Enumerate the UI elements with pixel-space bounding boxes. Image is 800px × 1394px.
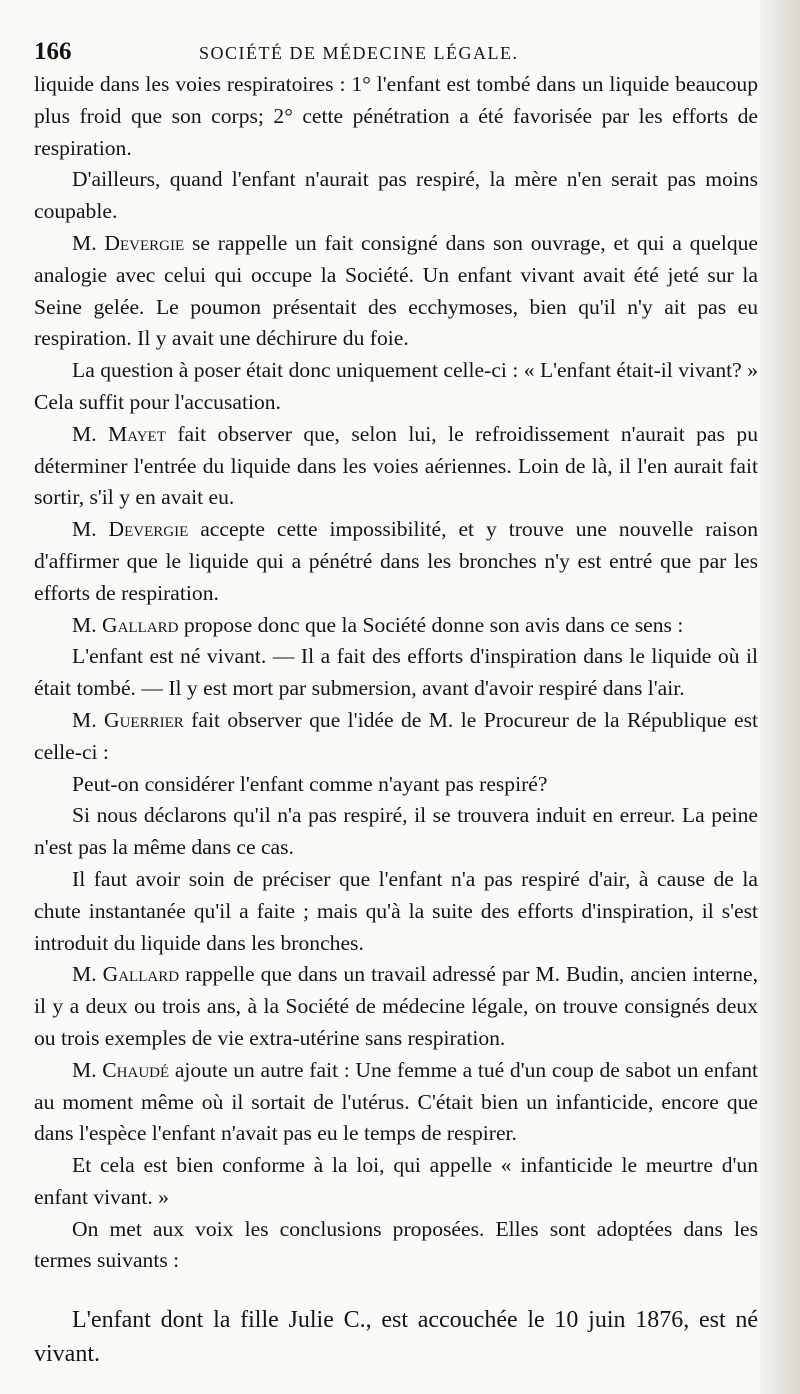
paragraph-continuation: liquide dans les voies respiratoires : 1° l'enfant est tombé dans un liquide beaucoup plus froid que son corps; 2° cette pénétration a été favorisée par les efforts de respiration.	[34, 72, 758, 160]
paragraph-text: se rappelle un fait consigné dans son ouvrage, et qui a quelque analogie avec celui qui occupe la Société. Un enfant vivant avait été jeté sur la Seine gelée. Le poumon présentait des ecchymoses, bien qu'il n'y ait pas eu respiration. Il y avait une déchirure du foie.	[34, 230, 759, 351]
paragraph-text: propose donc que la Société donne son avis dans ce sens :	[178, 612, 684, 637]
paragraph-text: accepte cette impossibilité, et y trouve une nouvelle raison d'affirmer que le liquide qui a pénétré dans les bronches n'y est entré que par les efforts de respiration.	[34, 517, 758, 605]
paragraph: Et cela est bien conforme à la loi, qui appelle « infanticide le meurtre d'un enfant vivant. »	[34, 1153, 758, 1209]
speaker-name: M. Chaudé	[72, 1057, 170, 1082]
book-page	[34, 36, 758, 1371]
paragraph-text: ajoute un autre fait : Une femme a tué d'un coup de sabot un enfant au moment même où il sortait de l'utérus. C'était bien un infanticide, encore que dans l'espèce l'enfant n'avait pas eu le temps de respirer.	[34, 1057, 758, 1146]
paragraph: Si nous déclarons qu'il n'a pas respiré, il se trouvera induit en erreur. La peine n'est pas la même dans ce cas.	[34, 803, 758, 860]
paragraph-devergie-2	[34, 514, 758, 609]
paragraph: D'ailleurs, quand l'enfant n'aurait pas respiré, la mère n'en serait pas moins coupable.	[34, 167, 758, 224]
paragraph-devergie-1	[34, 228, 758, 355]
page-gutter-shadow	[760, 0, 800, 1394]
speaker-name: M. Devergie	[72, 230, 185, 255]
speaker-name: M. Mayet	[72, 421, 166, 446]
paragraph-text: fait observer que l'idée de M. le Procureur de la République est celle-ci :	[34, 707, 758, 764]
paragraph: La question à poser était donc uniquement celle-ci : « L'enfant était-il vivant? » Cela suffit pour l'accusation.	[34, 358, 758, 414]
paragraph-chaude	[34, 1055, 758, 1150]
paragraph-mayet	[34, 419, 758, 514]
speaker-name: M. Gallard	[72, 612, 179, 637]
paragraph-text: fait observer que, selon lui, le refroidissement n'aurait pas pu déterminer l'entrée du liquide dans les voies aériennes. Loin de là, il l'en aurait fait sortir, s'il y en avait eu.	[34, 421, 759, 510]
running-title: SOCIÉTÉ DE MÉDECINE LÉGALE.	[199, 43, 519, 63]
speaker-name: M. Gallard	[72, 962, 180, 987]
paragraph: Il faut avoir soin de préciser que l'enfant n'a pas respiré d'air, à cause de la chute instantanée qu'il a faite ; mais qu'à la suite des efforts d'inspiration, il s'est introduit du liquide dans les bronches.	[34, 866, 758, 955]
page-header	[34, 36, 758, 66]
speaker-name: M. Devergie	[72, 517, 189, 542]
paragraph-gallard-2	[34, 959, 758, 1054]
paragraph-gallard-1	[34, 610, 758, 642]
paragraph: On met aux voix les conclusions proposées. Elles sont adoptées dans les termes suivants :	[34, 1216, 758, 1273]
paragraph: Peut-on considérer l'enfant comme n'ayant pas respiré?	[72, 771, 548, 796]
paragraph-guerrier	[34, 705, 758, 769]
conclusion-statement: L'enfant dont la fille Julie C., est accouchée le 10 juin 1876, est né vivant.	[34, 1307, 758, 1368]
paragraph-text: rappelle que dans un travail adressé par M. Budin, ancien interne, il y a deux ou trois ans, à la Société de médecine légale, on trouve consignés deux ou trois exemples de vie extra-utérine sans respiration.	[34, 962, 758, 1050]
page-number: 166	[34, 38, 72, 65]
speaker-name: M. Guerrier	[72, 707, 184, 732]
paragraph: L'enfant est né vivant. — Il a fait des efforts d'inspiration dans le liquide où il était tombé. — Il y est mort par submersion, avant d'avoir respiré dans l'air.	[34, 644, 758, 701]
